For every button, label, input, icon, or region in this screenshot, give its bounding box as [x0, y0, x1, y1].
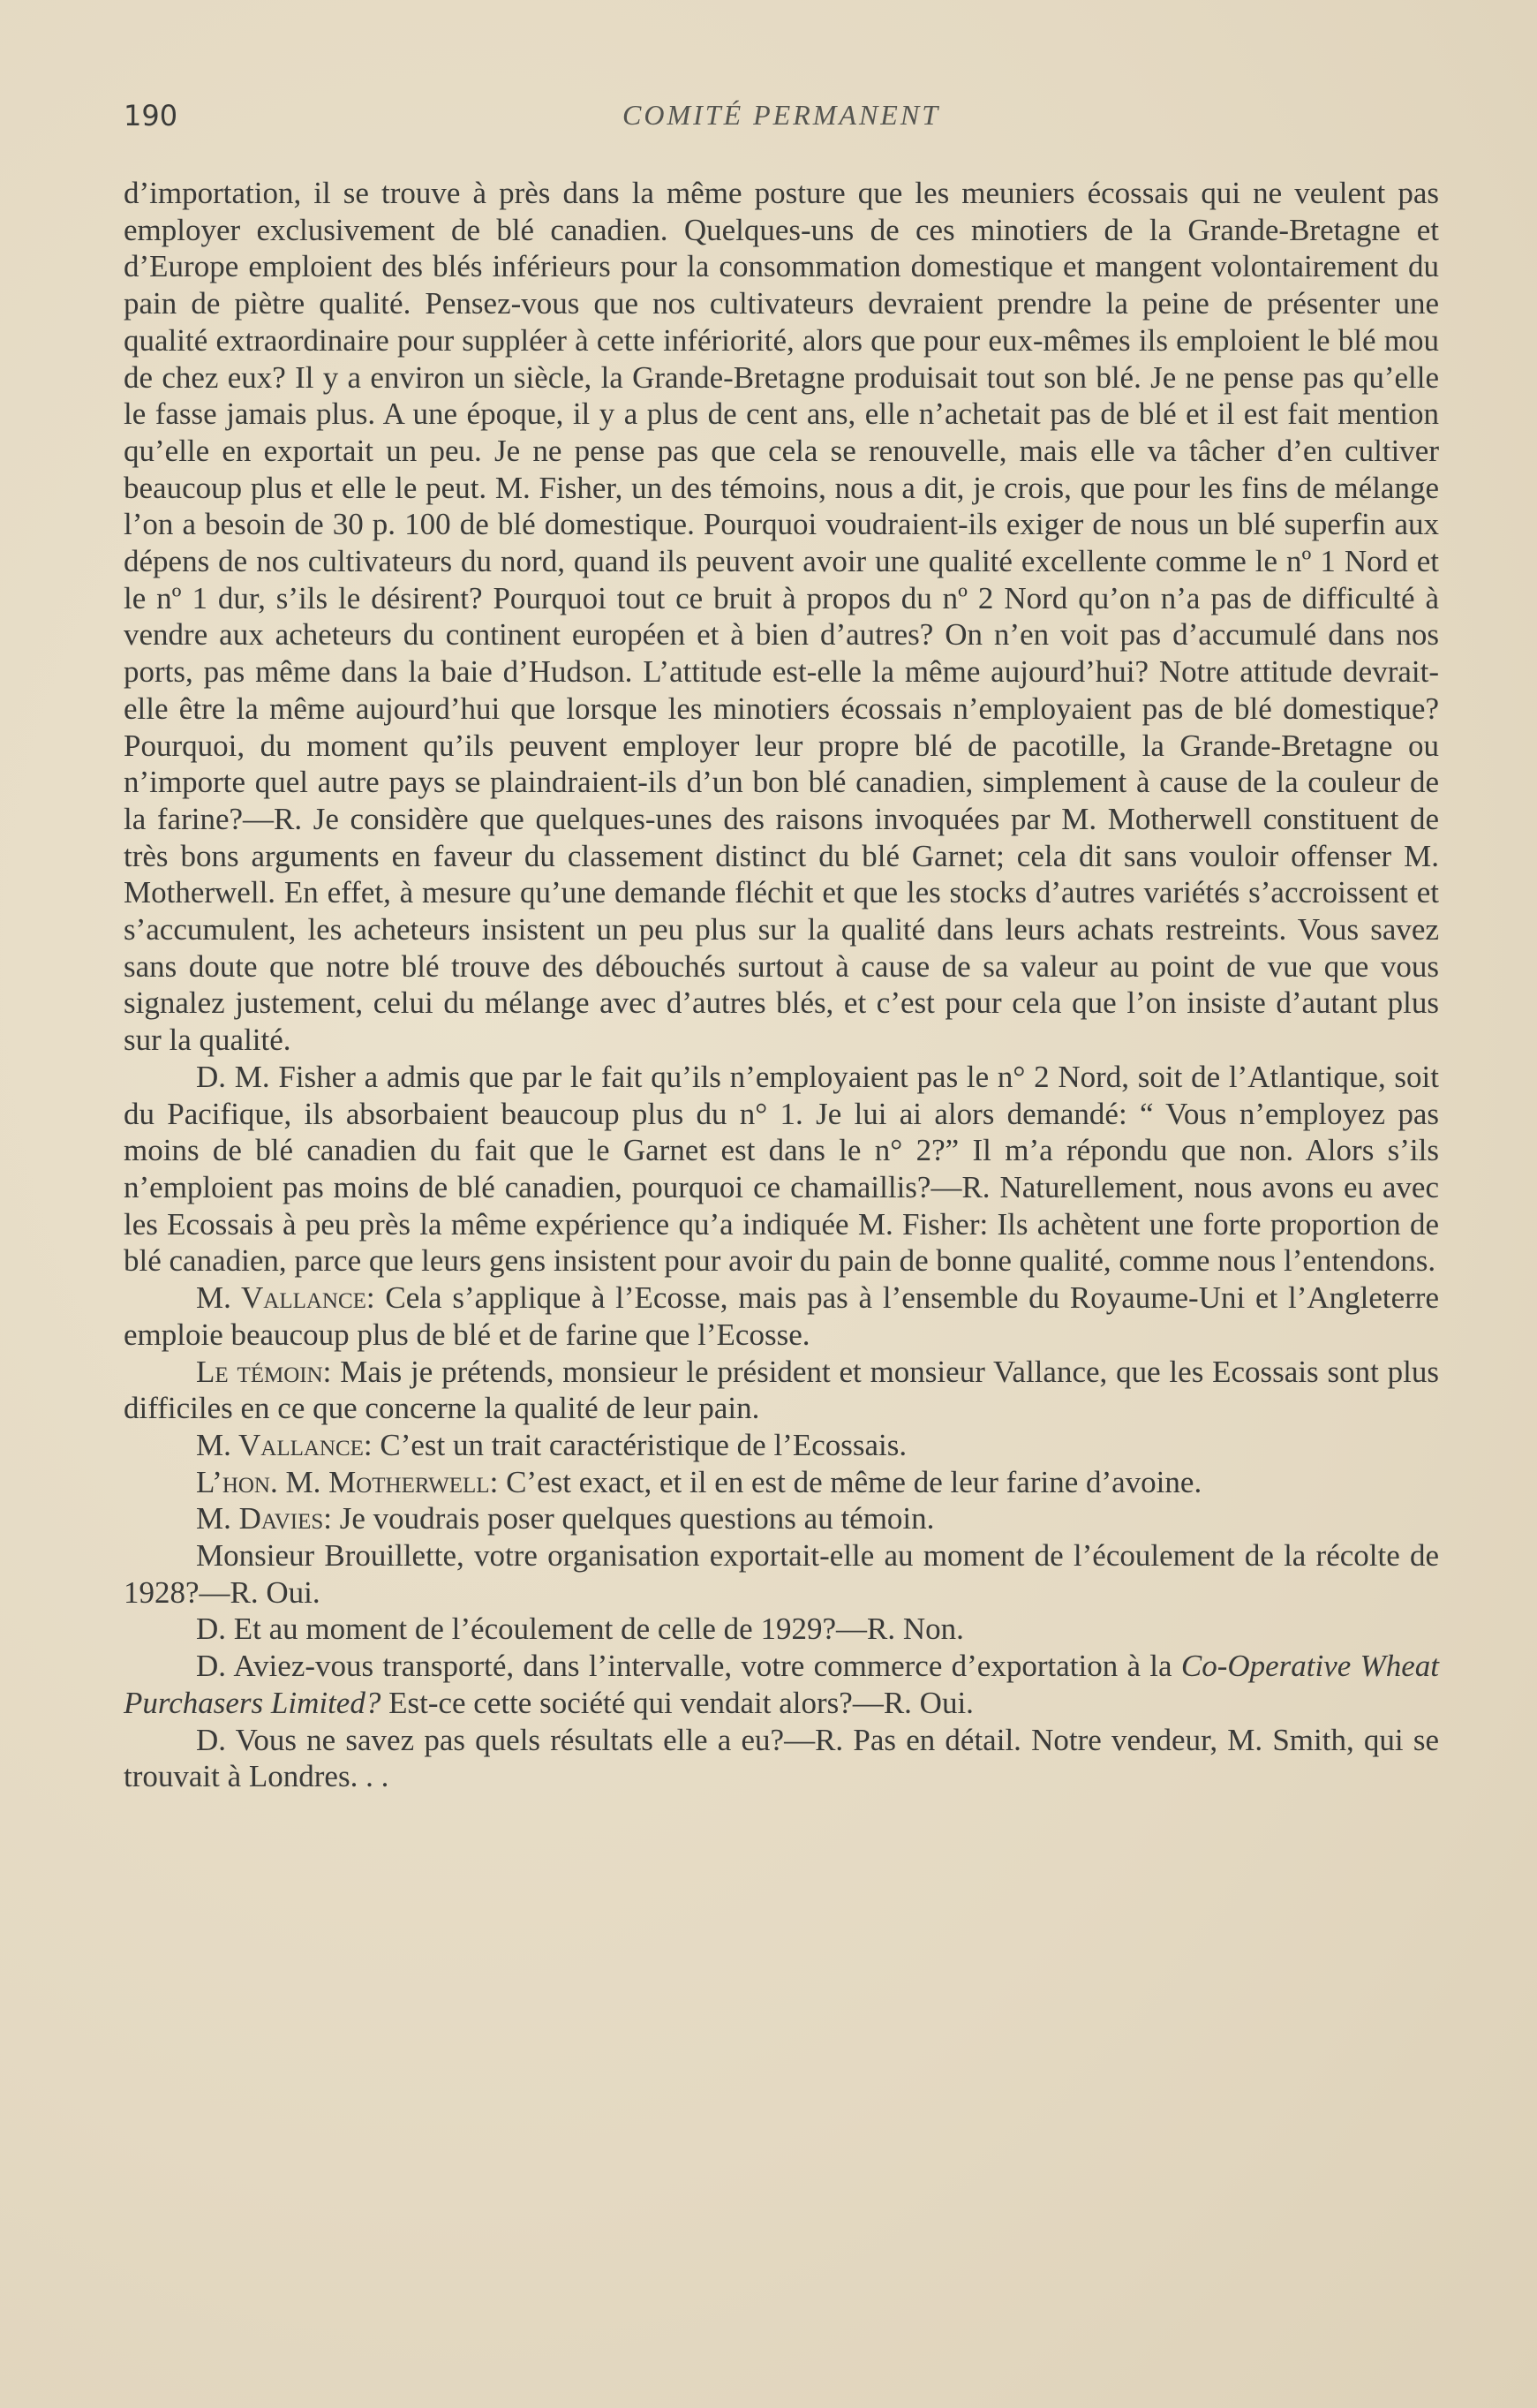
paragraph-continuation: d’importation, il se trouve à près dans la même posture que les meuniers écossais qui ne veulent pas employer exclusivement de blé canadien. Quelques-uns de ces minotiers de la Grande-Bretagne et d’Europe emploient des blés inférieurs pour la consommation domestique et mangent volontairement du pain de piètre qualité. Pensez-vous que nos cultivateurs devraient prendre la peine de présenter une qualité extraordinaire pour suppléer à cette infériorité, alors que pour eux-mêmes ils emploient le blé mou de chez eux? Il y a environ un siècle, la Grande-Bretagne produisait tout son blé. Je ne pense pas qu’elle le fasse jamais plus. A une époque, il y a plus de cent ans, elle n’achetait pas de blé et il est fait mention qu’elle en exportait un peu. Je ne pense pas que cela se renouvelle, mais elle va tâcher d’en cultiver beaucoup plus et elle le peut. M. Fisher, un des témoins, nous a dit, je crois, que pour les fins de mélange l’on a besoin de 30 p. 100 de blé domestique. Pourquoi voudraient-ils exiger de nous un blé superfin aux dépens de nos cultivateurs du nord, quand ils peuvent avoir une qualité excellente comme le nº 1 Nord et le nº 1 dur, s’ils le désirent? Pourquoi tout ce bruit à propos du nº 2 Nord qu’on n’a pas de difficulté à vendre aux acheteurs du continent européen et à bien d’autres? On n’en voit pas d’accumulé dans nos ports, pas même dans la baie d’Hudson. L’attitude est-elle la même aujourd’hui? Notre attitude devrait-elle être la même aujourd’hui que lorsque les minotiers écossais n’employaient pas de blé domestique? Pourquoi, du moment qu’ils peuvent employer leur propre blé de pacotille, la Grande-Bretagne ou n’importe quel autre pays se plaindraient-ils d’un bon blé canadien, simplement à cause de la couleur de la farine?—R. Je considère que quelques-unes des raisons invoquées par M. Motherwell constituent de très bons arguments en faveur du classement distinct du blé Garnet; cela dit sans vouloir offenser M. Motherwell. En effet, à mesure qu’une demande fléchit et que les stocks d’autres variétés s’accroissent et s’accumulent, les acheteurs insistent un peu plus sur la qualité dans leurs achats restreints. Vous savez sans doute que notre blé trouve des débouchés surtout à cause de sa valeur au point de vue que vous signalez justement, celui du mélange avec d’autres blés, et c’est pour cela que l’on insiste d’autant plus sur la qualité. [124, 176, 1439, 1058]
paragraph-question: D. M. Fisher a admis que par le fait qu’ils n’employaient pas le n° 2 Nord, soit de l’Atlantique, soit du Pacifique, ils absorbaient beaucoup plus du n° 1. Je lui ai alors demandé: “ Vous n’employez pas moins de blé canadien du fait que le Garnet est dans le n° 2?” Il m’a répondu que non. Alors s’ils n’emploient pas moins de blé canadien, pourquoi ce chamaillis?—R. Naturellement, nous avons eu avec les Ecossais à peu près la même expérience qu’a indiquée M. Fisher: Ils achètent une forte proportion de blé canadien, parce que leurs gens insistent pour avoir du pain de bonne qualité, comme nous l’entendons. [124, 1059, 1439, 1279]
speaker-name: Le témoin: [196, 1354, 332, 1389]
paragraph-question: Monsieur Brouillette, votre organisation exportait-elle au moment de l’écoulement de la récolte de 1928?—R. Oui. [124, 1538, 1439, 1610]
text-segment: Est-ce cette société qui vendait alors?—R. Oui. [380, 1685, 974, 1720]
speaker-text: Je voudrais poser quelques questions au témoin. [332, 1501, 935, 1536]
page-number: 190 [124, 99, 178, 132]
speaker-name: M. Davies: [196, 1501, 333, 1536]
speaker-name: M. Vallance: [196, 1280, 375, 1316]
text-segment: D. Aviez-vous transporté, dans l’intervalle, votre commerce d’exportation à la [196, 1649, 1181, 1684]
paragraph-speaker-motherwell [124, 1464, 1439, 1501]
paragraph-question: D. Et au moment de l’écoulement de celle de 1929?—R. Non. [196, 1612, 964, 1647]
paragraph-speaker-vallance-2 [124, 1427, 1439, 1464]
paragraph-speaker-witness [124, 1354, 1439, 1427]
page-header [124, 99, 1439, 143]
paragraph-question [124, 1648, 1439, 1721]
speaker-name: L’hon. M. Motherwell: [196, 1464, 499, 1499]
paragraph-speaker-vallance [124, 1279, 1439, 1353]
speaker-text: Cela s’applique à l’Ecosse, mais pas à l’ensemble du Royaume-Uni et l’Angleterre emploie beaucoup plus de blé et de farine que l’Ecosse. [124, 1280, 1440, 1352]
paragraph-question: D. Vous ne savez pas quels résultats elle a eu?—R. Pas en détail. Notre vendeur, M. Smith, qui se trouvait à Londres. . . [124, 1722, 1439, 1794]
speaker-text: Mais je prétends, monsieur le président et monsieur Vallance, que les Ecossais sont plus difficiles en ce que concerne la qualité de leur pain. [124, 1354, 1439, 1426]
body-text [124, 175, 1439, 1795]
running-title: COMITÉ PERMANENT [622, 99, 940, 131]
speaker-text: C’est exact, et il en est de même de leur farine d’avoine. [498, 1464, 1202, 1499]
company-name: Co-Operative Wheat Purchasers Limited? [124, 1649, 1439, 1720]
speaker-text: C’est un trait caractéristique de l’Ecossais. [372, 1427, 908, 1462]
paragraph-speaker-davies [124, 1500, 1439, 1537]
speaker-name: M. Vallance: [196, 1427, 373, 1462]
